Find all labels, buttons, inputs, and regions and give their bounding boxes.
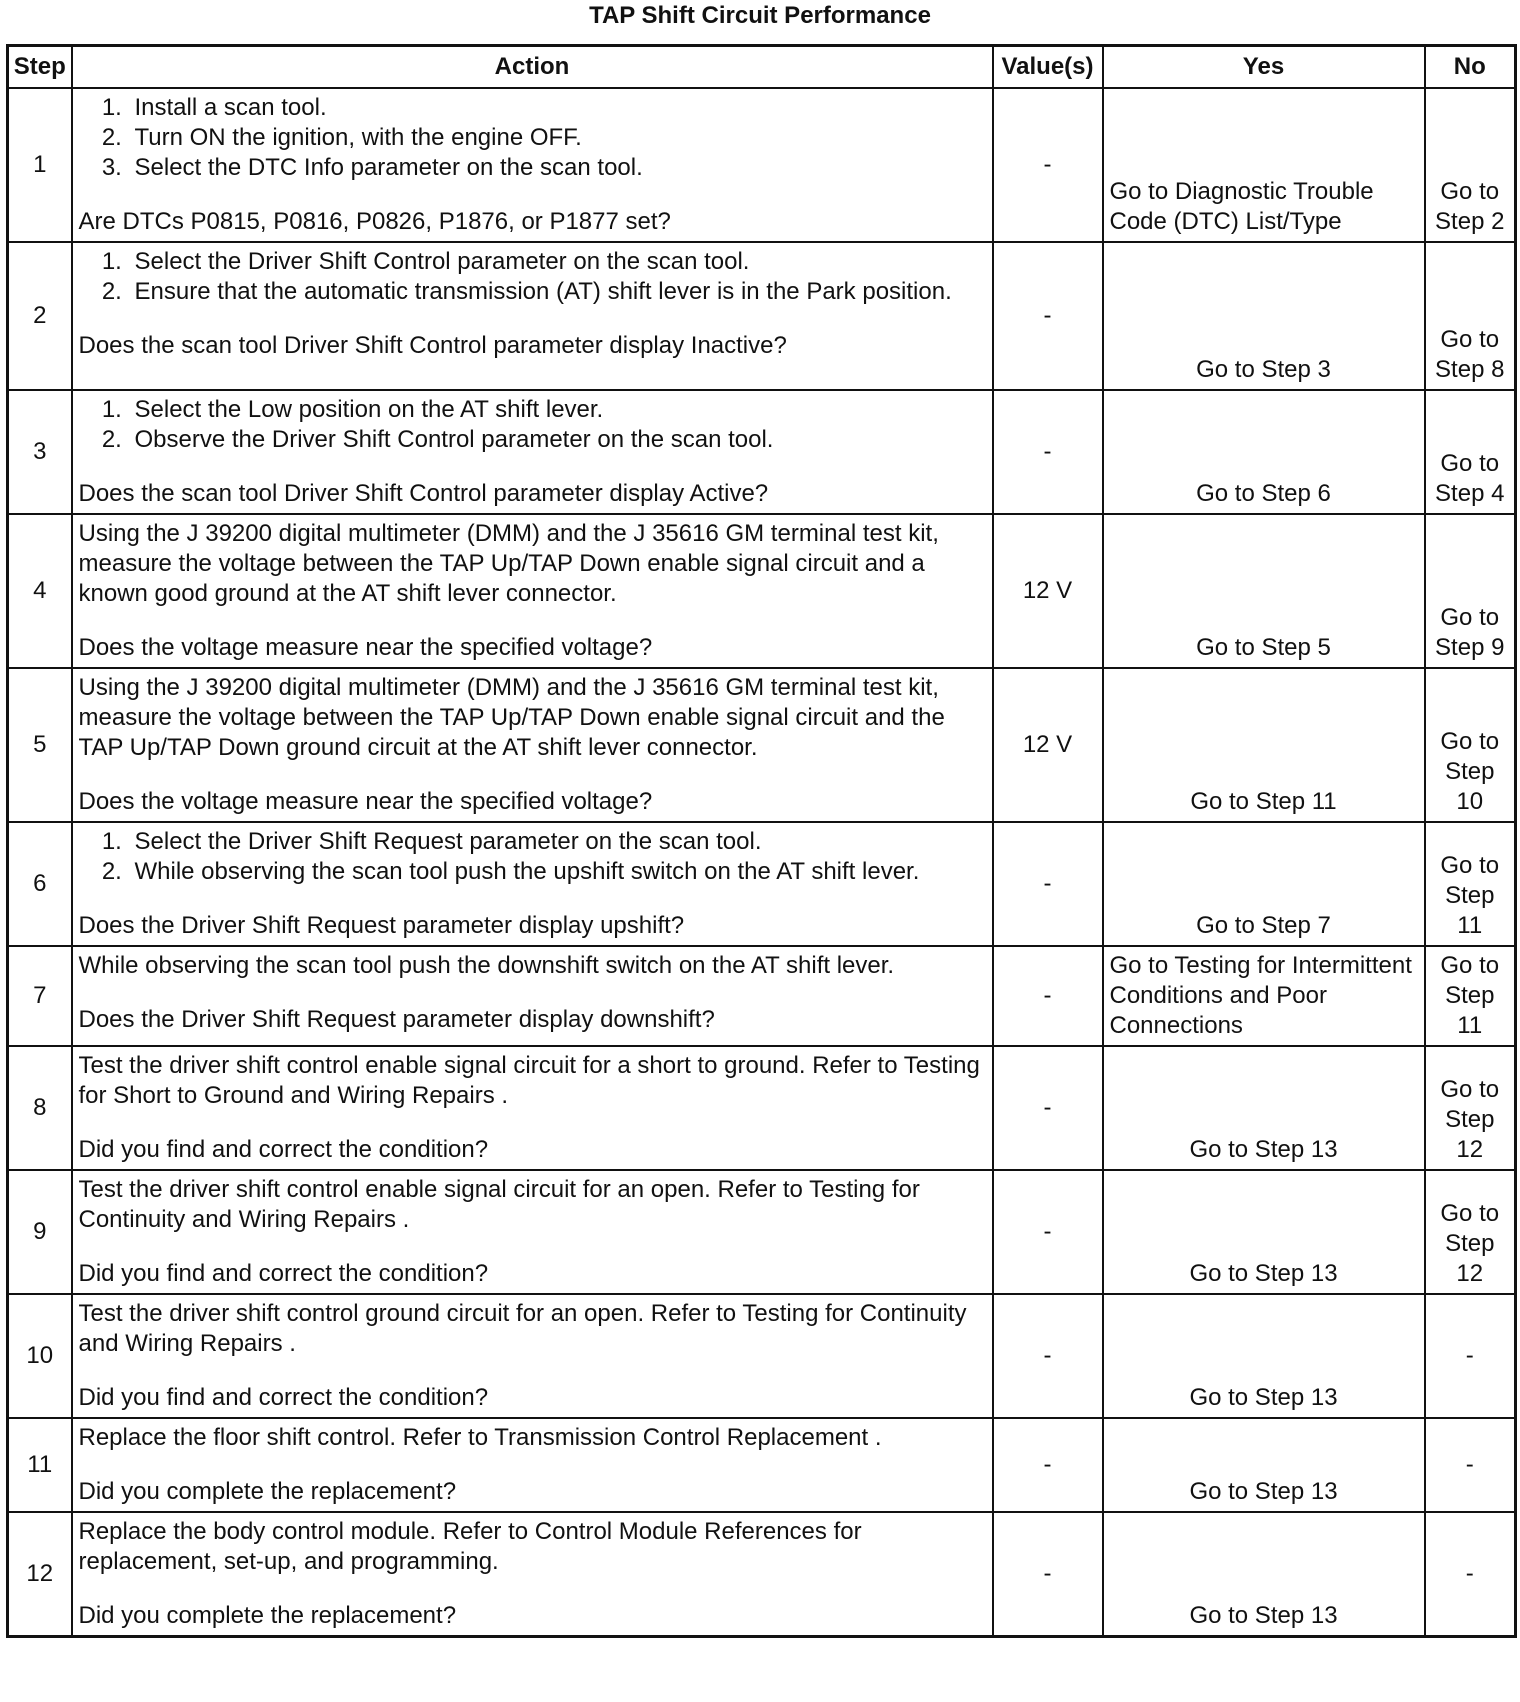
- yes-cell: Go to Step 11: [1103, 668, 1425, 822]
- action-question: Did you complete the replacement?: [78, 1602, 457, 1629]
- action-cell: [72, 1046, 993, 1170]
- no-cell: Go to Step 11: [1425, 946, 1516, 1046]
- action-cell: [72, 946, 993, 1046]
- action-question: Did you find and correct the condition?: [78, 1136, 489, 1163]
- step-number: 8: [8, 1046, 72, 1170]
- action-question: Does the Driver Shift Request parameter display upshift?: [78, 912, 685, 939]
- yes-cell: Go to Step 7: [1103, 822, 1425, 946]
- value-cell: -: [993, 946, 1103, 1046]
- action-cell: [72, 822, 993, 946]
- action-text: Test the driver shift control ground circuit for an open. Refer to Testing for Continuity and Wiring Repairs .: [78, 1300, 967, 1357]
- action-cell: [72, 1512, 993, 1637]
- value-cell: -: [993, 88, 1103, 242]
- no-cell: -: [1425, 1512, 1516, 1637]
- substep-item: 1. Select the Low position on the AT shift lever.: [129, 395, 986, 425]
- no-cell: -: [1425, 1418, 1516, 1512]
- substep-item: 1. Install a scan tool.: [129, 93, 986, 123]
- header-step: Step: [8, 46, 72, 89]
- no-cell: -: [1425, 1294, 1516, 1418]
- header-no: No: [1425, 46, 1516, 89]
- table-row: [8, 390, 1516, 514]
- action-cell: [72, 88, 993, 242]
- table-row: [8, 1512, 1516, 1637]
- table-row: [8, 668, 1516, 822]
- substep-item: 2. Turn ON the ignition, with the engine OFF.: [129, 123, 986, 153]
- substep-item: 1. Select the Driver Shift Control parameter on the scan tool.: [129, 247, 986, 277]
- table-row: [8, 946, 1516, 1046]
- step-number: 2: [8, 242, 72, 390]
- yes-cell: Go to Step 6: [1103, 390, 1425, 514]
- table-row: [8, 1294, 1516, 1418]
- substep-item: 2. While observing the scan tool push the upshift switch on the AT shift lever.: [129, 857, 986, 887]
- substep-item: 2. Ensure that the automatic transmission (AT) shift lever is in the Park position.: [129, 277, 986, 307]
- action-question: Does the voltage measure near the specified voltage?: [78, 634, 653, 661]
- action-cell: [72, 668, 993, 822]
- action-question: Does the scan tool Driver Shift Control parameter display Active?: [78, 480, 769, 507]
- value-cell: 12 V: [993, 668, 1103, 822]
- step-number: 4: [8, 514, 72, 668]
- value-cell: -: [993, 1046, 1103, 1170]
- table-row: [8, 1046, 1516, 1170]
- value-cell: 12 V: [993, 514, 1103, 668]
- page-title: TAP Shift Circuit Performance: [589, 2, 931, 29]
- no-cell: Go to Step 4: [1425, 390, 1516, 514]
- substep-list: [79, 827, 986, 887]
- action-cell: [72, 1170, 993, 1294]
- substep-list: [79, 247, 986, 307]
- step-number: 3: [8, 390, 72, 514]
- yes-cell: Go to Step 13: [1103, 1418, 1425, 1512]
- header-value: Value(s): [993, 46, 1103, 89]
- table-row: [8, 822, 1516, 946]
- action-text: While observing the scan tool push the downshift switch on the AT shift lever.: [78, 952, 895, 979]
- action-text: Using the J 39200 digital multimeter (DMM) and the J 35616 GM terminal test kit, measure the voltage between the TAP Up/TAP Down enable signal circuit and a known good ground at the AT shift lever connector.: [78, 520, 939, 607]
- step-number: 7: [8, 946, 72, 1046]
- yes-cell: Go to Step 13: [1103, 1170, 1425, 1294]
- step-number: 9: [8, 1170, 72, 1294]
- substep-item: 2. Observe the Driver Shift Control parameter on the scan tool.: [129, 425, 986, 455]
- action-text: Test the driver shift control enable signal circuit for a short to ground. Refer to Testing for Short to Ground and Wiring Repairs .: [78, 1052, 980, 1109]
- yes-cell: Go to Step 5: [1103, 514, 1425, 668]
- no-cell: Go to Step 11: [1425, 822, 1516, 946]
- yes-cell: Go to Step 13: [1103, 1294, 1425, 1418]
- table-row: [8, 88, 1516, 242]
- header-yes: Yes: [1103, 46, 1425, 89]
- table-header-row: [8, 46, 1516, 89]
- step-number: 6: [8, 822, 72, 946]
- step-number: 11: [8, 1418, 72, 1512]
- value-cell: -: [993, 1294, 1103, 1418]
- value-cell: -: [993, 1418, 1103, 1512]
- header-action: Action: [72, 46, 993, 89]
- no-cell: Go to Step 12: [1425, 1046, 1516, 1170]
- value-cell: -: [993, 242, 1103, 390]
- no-cell: Go to Step 9: [1425, 514, 1516, 668]
- action-question: Does the voltage measure near the specified voltage?: [78, 788, 653, 815]
- table-row: [8, 242, 1516, 390]
- action-cell: [72, 1294, 993, 1418]
- action-cell: [72, 514, 993, 668]
- step-number: 5: [8, 668, 72, 822]
- yes-cell: Go to Step 13: [1103, 1046, 1425, 1170]
- value-cell: -: [993, 822, 1103, 946]
- substep-list: [79, 93, 986, 183]
- step-number: 1: [8, 88, 72, 242]
- no-cell: Go to Step 10: [1425, 668, 1516, 822]
- action-cell: [72, 242, 993, 390]
- yes-cell: Go to Diagnostic Trouble Code (DTC) List/Type: [1103, 88, 1425, 242]
- diagnostic-table: [6, 44, 1517, 1638]
- value-cell: -: [993, 1512, 1103, 1637]
- step-number: 10: [8, 1294, 72, 1418]
- action-question: Does the Driver Shift Request parameter display downshift?: [78, 1006, 715, 1033]
- table-row: [8, 1170, 1516, 1294]
- substep-item: 3. Select the DTC Info parameter on the scan tool.: [129, 153, 986, 183]
- no-cell: Go to Step 2: [1425, 88, 1516, 242]
- action-text: Test the driver shift control enable signal circuit for an open. Refer to Testing for Continuity and Wiring Repairs .: [78, 1176, 920, 1233]
- action-question: Does the scan tool Driver Shift Control parameter display Inactive?: [78, 332, 787, 359]
- value-cell: -: [993, 390, 1103, 514]
- action-text: Using the J 39200 digital multimeter (DMM) and the J 35616 GM terminal test kit, measure the voltage between the TAP Up/TAP Down enable signal circuit and the TAP Up/TAP Down ground circuit at the AT shift lever connector.: [78, 674, 945, 761]
- action-cell: [72, 1418, 993, 1512]
- substep-list: [79, 395, 986, 455]
- yes-cell: Go to Testing for Intermittent Conditions and Poor Connections: [1103, 946, 1425, 1046]
- step-number: 12: [8, 1512, 72, 1637]
- table-row: [8, 514, 1516, 668]
- table-row: [8, 1418, 1516, 1512]
- value-cell: -: [993, 1170, 1103, 1294]
- yes-cell: Go to Step 3: [1103, 242, 1425, 390]
- no-cell: Go to Step 8: [1425, 242, 1516, 390]
- action-cell: [72, 390, 993, 514]
- yes-cell: Go to Step 13: [1103, 1512, 1425, 1637]
- action-text: Replace the floor shift control. Refer to Transmission Control Replacement .: [78, 1424, 882, 1451]
- no-cell: Go to Step 12: [1425, 1170, 1516, 1294]
- action-text: Replace the body control module. Refer to Control Module References for replacement, set-up, and programming.: [78, 1518, 862, 1575]
- action-question: Did you find and correct the condition?: [78, 1384, 489, 1411]
- action-question: Did you find and correct the condition?: [78, 1260, 489, 1287]
- table-body: [8, 88, 1516, 1637]
- substep-item: 1. Select the Driver Shift Request parameter on the scan tool.: [129, 827, 986, 857]
- action-question: Did you complete the replacement?: [78, 1478, 457, 1505]
- action-question: Are DTCs P0815, P0816, P0826, P1876, or P1877 set?: [78, 208, 671, 235]
